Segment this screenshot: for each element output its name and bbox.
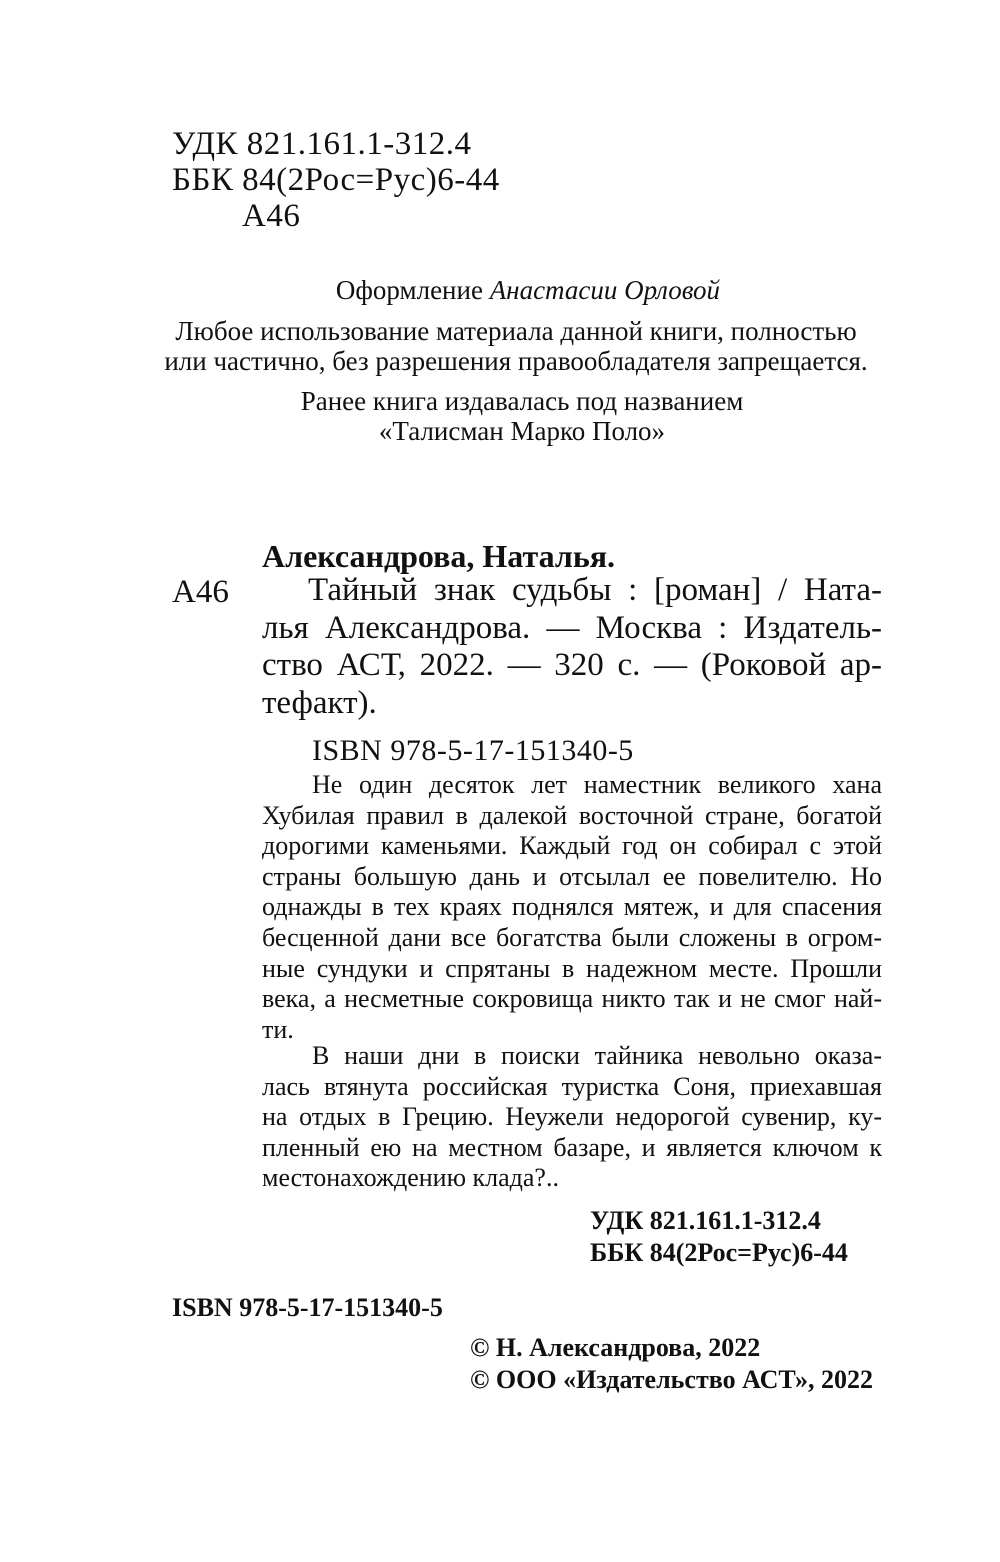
annotation-line: пленный ею на местном базаре, и является ключом к bbox=[262, 1132, 882, 1162]
annotation-paragraph-2 bbox=[262, 1041, 882, 1194]
annotation-line: лась втянута российская туристка Соня, приехавшая bbox=[262, 1071, 882, 1101]
record-author: Александрова, Наталья. bbox=[262, 538, 616, 574]
annotation-line: ти. bbox=[262, 1014, 294, 1044]
copyright-author: © Н. Александрова, 2022 bbox=[470, 1333, 761, 1362]
bottom-bbk: ББК 84(2Рос=Рус)6-44 bbox=[590, 1238, 848, 1267]
usage-notice-line-2: или частично, без разрешения правообладателя запрещается. bbox=[164, 346, 868, 376]
annotation-line: бесценной дани все богатства были сложены в огром- bbox=[262, 922, 882, 952]
record-isbn: ISBN 978-5-17-151340-5 bbox=[312, 734, 634, 767]
design-prefix: Оформление bbox=[335, 275, 490, 305]
annotation-line: Не один десяток лет наместник великого хана bbox=[312, 770, 882, 799]
design-credit bbox=[28, 277, 1000, 304]
bottom-isbn: ISBN 978-5-17-151340-5 bbox=[172, 1293, 443, 1322]
previous-title-line-2: «Талисман Марко Поло» bbox=[378, 416, 666, 446]
record-line: ство АСТ, 2022. — 320 с. — (Роковой ар- bbox=[262, 647, 882, 683]
record-line: тефакт). bbox=[262, 684, 377, 721]
annotation-line: местонахождению клада?.. bbox=[262, 1163, 559, 1193]
annotation-line: на отдых в Грецию. Неужели недорогой сувенир, ку- bbox=[262, 1102, 882, 1132]
annotation-line: страны большую дань и отсылал ее повелителю. Но bbox=[262, 861, 882, 891]
annotation-line: ные сундуки и спрятаны в надежном месте. Прошли bbox=[262, 953, 882, 983]
catalog-udk: УДК 821.161.1-312.4 bbox=[172, 126, 472, 162]
annotation-line: века, а несметные сокровища никто так и не смог най- bbox=[262, 984, 882, 1014]
annotation-line: В наши дни в поиски тайника невольно оказа- bbox=[312, 1041, 882, 1070]
bottom-udk: УДК 821.161.1-312.4 bbox=[590, 1206, 821, 1235]
previous-title-line-1: Ранее книга издавалась под названием bbox=[300, 386, 744, 416]
copyright-publisher: © ООО «Издательство АСТ», 2022 bbox=[470, 1365, 874, 1394]
record-description bbox=[262, 572, 882, 722]
designer-name: Анастасии Орловой bbox=[489, 275, 721, 305]
annotation-line: однажды в тех краях поднялся мятеж, и для спасения bbox=[262, 892, 882, 922]
usage-notice-line-1: Любое использование материала данной книги, полностью bbox=[175, 316, 857, 346]
record-line: лья Александрова. — Москва : Издатель- bbox=[262, 609, 882, 646]
annotation-paragraph-1 bbox=[262, 770, 882, 1045]
record-line: Тайный знак судьбы : [роман] / Ната- bbox=[308, 572, 882, 608]
catalog-author-code: А46 bbox=[242, 198, 301, 234]
catalog-bbk: ББК 84(2Рос=Рус)6-44 bbox=[172, 162, 500, 198]
annotation-line: дорогими каменьями. Каждый год он собирал с этой bbox=[262, 831, 882, 861]
annotation-line: Хубилая правил в далекой восточной стране, богатой bbox=[262, 800, 882, 830]
record-margin-code: А46 bbox=[172, 574, 229, 610]
